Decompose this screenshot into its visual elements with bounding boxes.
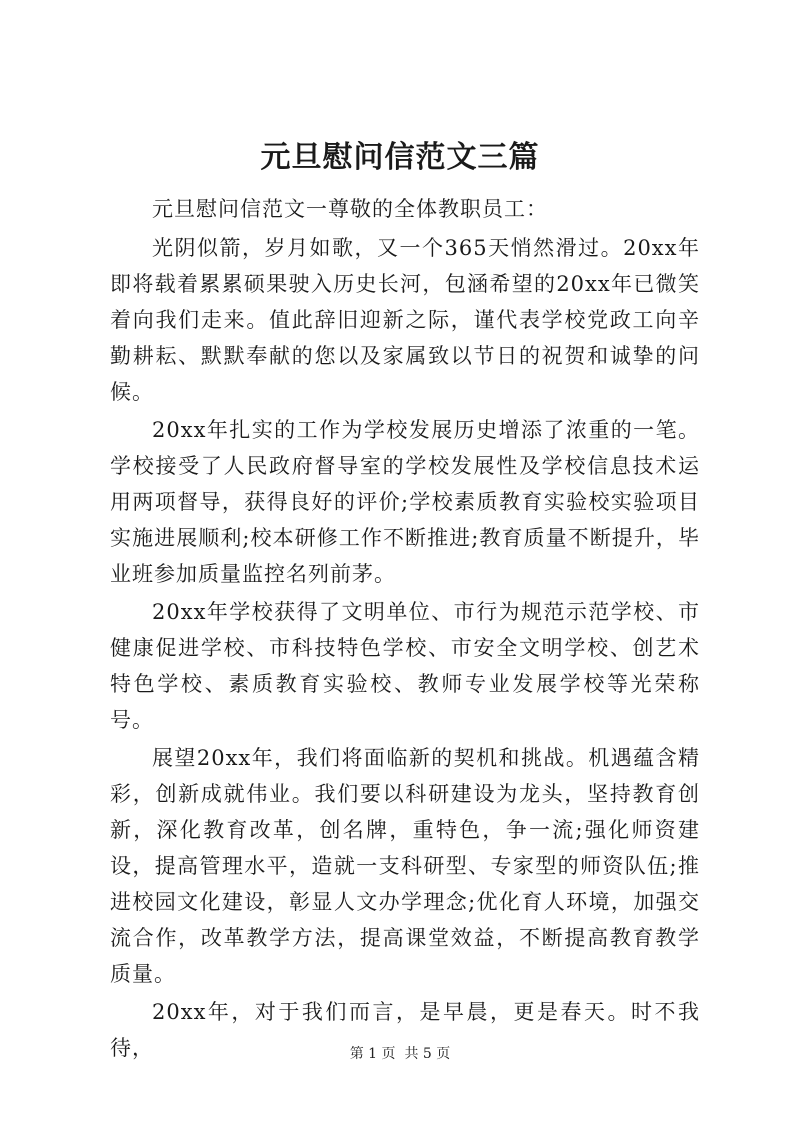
paragraph-1: 光阴似箭，岁月如歌，又一个365天悄然滑过。20xx年即将载着累累硕果驶入历史长河，包涵希望的20xx年已微笑着向我们走来。值此辞旧迎新之际，谨代表学校党政工向辛勤耕耘、默默奉献的您以及家属致以节日的祝贺和诚挚的问候。 xyxy=(110,236,700,404)
paragraph-salutation: 元旦慰问信范文一尊敬的全体教职员工： xyxy=(152,197,548,221)
document-body xyxy=(110,191,700,1066)
paragraph-3: 20xx年学校获得了文明单位、市行为规范示范学校、市健康促进学校、市科技特色学校、市安全文明学校、创艺术特色学校、素质教育实验校、教师专业发展学校等光荣称号。 xyxy=(110,600,700,732)
paragraph-5: 20xx年，对于我们而言，是早晨，更是春天。时不我待， xyxy=(110,1000,700,1060)
document-title: 元旦慰问信范文三篇 xyxy=(260,140,540,175)
paragraph-2: 20xx年扎实的工作为学校发展历史增添了浓重的一笔。学校接受了人民政府督导室的学校发展性及学校信息技术运用两项督导，获得良好的评价;学校素质教育实验校实验项目实施进展顺利;校本研修工作不断推进;教育质量不断提升，毕业班参加质量监控名列前茅。 xyxy=(110,418,700,586)
page-number-footer: 第 1 页 共 5 页 xyxy=(349,1046,451,1062)
paragraph-4: 展望20xx年，我们将面临新的契机和挑战。机遇蕴含精彩，创新成就伟业。我们要以科研建设为龙头，坚持教育创新，深化教育改革，创名牌，重特色，争一流;强化师资建设，提高管理水平，造就一支科研型、专家型的师资队伍;推进校园文化建设，彰显人文办学理念;优化育人环境，加强交流合作，改革教学方法，提高课堂效益，不断提高教育教学质量。 xyxy=(110,746,700,986)
